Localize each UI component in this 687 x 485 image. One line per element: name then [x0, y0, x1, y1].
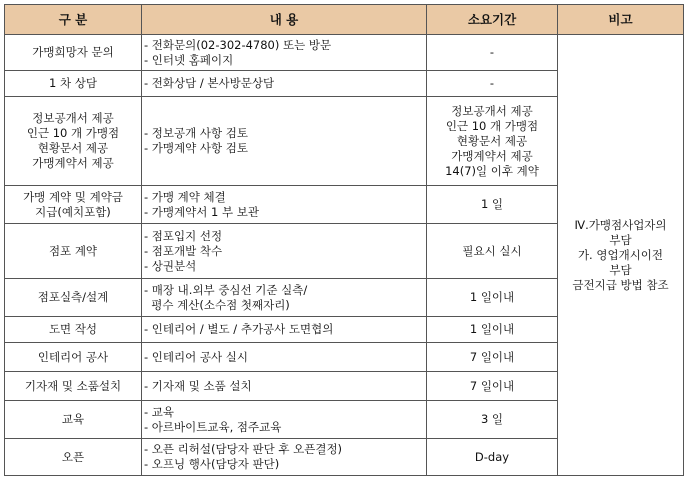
content-cell	[142, 35, 427, 71]
content-text: - 기자재 및 소품 설치	[144, 378, 252, 393]
category-text: 점포 계약	[48, 243, 98, 258]
content-cell	[142, 71, 427, 97]
table-header-row	[5, 5, 684, 35]
duration-cell	[427, 317, 558, 343]
content-text: - 오픈 리허설(담당자 판단 후 오픈결정)	[144, 442, 343, 456]
content-cell	[142, 97, 427, 186]
category-cell	[5, 439, 142, 476]
note-text: Ⅳ.가맹점사업자의	[574, 217, 667, 232]
table-row	[5, 35, 684, 71]
content-cell	[142, 224, 427, 279]
duration-text: D-day	[474, 449, 510, 464]
content-cell	[142, 279, 427, 317]
duration-text: 가맹계약서 제공	[451, 148, 533, 163]
duration-cell	[427, 35, 558, 71]
duration-text: 필요시 실시	[462, 243, 522, 258]
duration-cell	[427, 401, 558, 439]
content-text: - 인테리어 / 별도 / 추가공사 도면협의	[144, 322, 334, 336]
header-category: 구 분	[5, 5, 142, 35]
category-text: 가맹 계약 및 계약금	[23, 189, 123, 204]
category-cell	[5, 401, 142, 439]
note-text: 부담	[609, 232, 632, 247]
category-cell	[5, 71, 142, 97]
content-text: - 매장 내.외부 중심선 기준 실측/	[144, 282, 308, 297]
category-cell	[5, 186, 142, 224]
duration-cell	[427, 439, 558, 476]
duration-text: 3 일	[480, 412, 504, 426]
category-text: 현황문서 제공	[37, 141, 109, 155]
note-text: 가. 영업개시이전	[577, 247, 664, 262]
category-cell	[5, 97, 142, 186]
note-cell	[558, 35, 684, 476]
content-cell	[142, 439, 427, 476]
duration-text: 1 일이내	[469, 290, 515, 304]
duration-text: 1 일이내	[469, 322, 515, 336]
category-text: 지급(예치포함)	[35, 204, 111, 219]
header-content: 내 용	[142, 5, 427, 35]
category-cell	[5, 317, 142, 343]
content-text: - 인터넷 홈페이지	[144, 52, 234, 67]
category-cell	[5, 372, 142, 401]
category-text: 점포실측/설계	[37, 290, 109, 304]
content-text: - 전화문의(02-302-4780) 또는 방문	[144, 37, 332, 52]
category-text: 가맹희망자 문의	[32, 45, 114, 59]
duration-cell	[427, 97, 558, 186]
duration-text: -	[489, 45, 495, 59]
duration-text: 현황문서 제공	[456, 133, 528, 148]
category-text: 1 차 상담	[49, 76, 97, 90]
category-text: 교육	[61, 412, 85, 426]
duration-text: 인근 10 개 가맹점	[445, 118, 539, 133]
category-text: 인테리어 공사	[37, 349, 109, 364]
content-text: - 교육	[144, 404, 175, 419]
content-cell	[142, 317, 427, 343]
content-text: - 아르바이트교육, 점주교육	[144, 419, 282, 434]
content-cell	[142, 372, 427, 401]
category-text: 인근 10 개 가맹점	[26, 126, 120, 140]
content-text: 평수 계산(소수점 첫째자리)	[144, 297, 290, 312]
content-text: - 가맹계약 사항 검토	[144, 141, 248, 155]
content-text: - 가맹계약서 1 부 보관	[144, 204, 259, 219]
duration-text: 1 일	[480, 197, 504, 211]
category-text: 가맹계약서 제공	[32, 156, 114, 170]
note-text: 부담	[609, 262, 632, 277]
content-text: - 점포개발 착수	[144, 243, 223, 258]
content-text: - 정보공개 사항 검토	[144, 126, 248, 140]
duration-text: 7 일이내	[469, 378, 515, 393]
content-text: - 점포입지 선정	[144, 228, 223, 243]
category-cell	[5, 35, 142, 71]
category-cell	[5, 279, 142, 317]
content-cell	[142, 343, 427, 372]
content-text: - 인테리어 공사 실시	[144, 349, 248, 364]
category-text: 기자재 및 소품설치	[24, 378, 122, 393]
category-text: 오픈	[61, 449, 85, 464]
duration-cell	[427, 279, 558, 317]
content-text: - 전화상담 / 본사방문상담	[144, 76, 275, 90]
duration-text: 7 일이내	[469, 349, 515, 364]
category-text: 도면 작성	[48, 322, 98, 336]
category-cell	[5, 343, 142, 372]
content-text: - 가맹 계약 체결	[144, 189, 226, 204]
duration-cell	[427, 71, 558, 97]
duration-cell	[427, 343, 558, 372]
content-text: - 오프닝 행사(담당자 판단)	[144, 457, 280, 471]
duration-text: -	[489, 76, 495, 90]
category-cell	[5, 224, 142, 279]
duration-text: 정보공개서 제공	[451, 103, 533, 118]
duration-cell	[427, 186, 558, 224]
duration-text: 14(7)일 이후 계약	[445, 163, 539, 178]
duration-cell	[427, 224, 558, 279]
content-cell	[142, 401, 427, 439]
note-text: 금전지급 방법 참조	[572, 277, 669, 292]
franchise-process-table	[4, 4, 684, 476]
header-note: 비고	[558, 5, 684, 35]
header-duration: 소요기간	[427, 5, 558, 35]
content-cell	[142, 186, 427, 224]
category-text: 정보공개서 제공	[32, 111, 114, 125]
content-text: - 상권분석	[144, 258, 197, 273]
duration-cell	[427, 372, 558, 401]
